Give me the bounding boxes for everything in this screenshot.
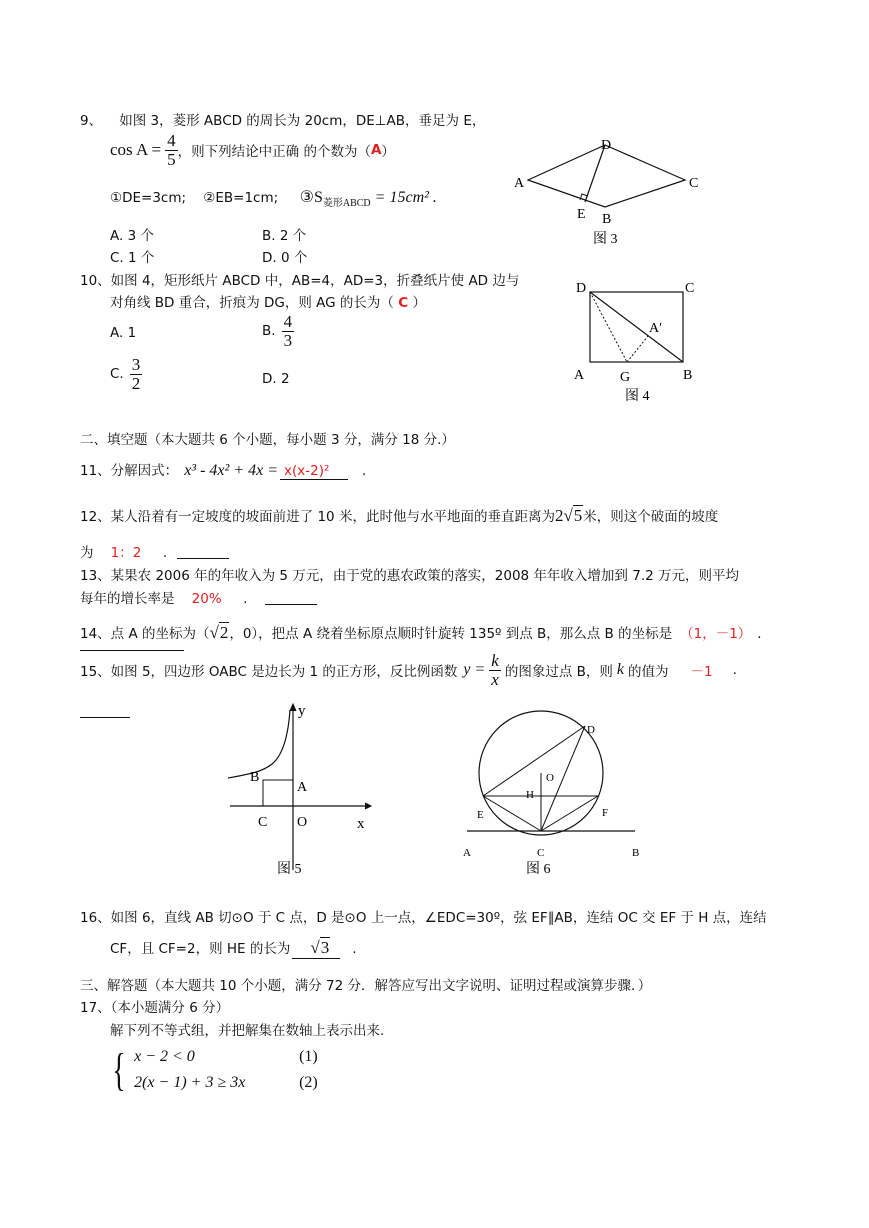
q9-stem: 9、 如图 3，菱形 ABCD 的周长为 20cm，DE⊥AB，垂足为 E， [80,113,486,129]
fig6-label-e: E [477,809,484,821]
q17-inequality-system: { x − 2 < 0 (1) 2(x − 1) + 3 ≥ 3x (2) [112,1044,318,1095]
fig3-label-a: A [514,176,525,191]
section-3-heading: 三、解答题（本大题共 10 个小题，满分 72 分．解答应写出文字说明、证明过程或演算步骤．） [80,978,652,994]
figure-4 [570,278,710,408]
q10-option-a: A. 1 [110,325,137,341]
q15: 15、如图 5，四边形 OABC 是边长为 1 的正方形，反比例函数 y = $\frac{k}{x}$ 的图象过点 B，则 k 的值为 －1 . [80,651,737,689]
fig4-label-a: A [574,368,585,383]
fig3-caption: 图 3 [593,232,618,247]
q10-option-c: C. $\frac{3}{2}$ [110,355,141,393]
figure-5 [220,702,390,882]
q9-stem2: cos A = $\frac{4}{5}$ ，则下列结论中正确 的个数为（ A ） [110,131,395,169]
fig5-label-b: B [250,770,260,785]
fig4-label-g: G [620,370,631,385]
fig3-label-d: D [601,138,612,153]
q12-radical: 2√5 [554,506,583,525]
fig3-label-b: B [602,212,612,227]
q13-answer-underline [265,604,317,605]
q10-option-b: B. $\frac{4}{3}$ [262,312,293,350]
q14-answer: （1，－1） [680,626,752,642]
figure-6 [455,710,655,880]
fig4-label-a-prime: A′ [649,321,663,336]
fig6-label-d: D [587,724,595,736]
q14: 14、点 A 的坐标为（ √2 ，0），把点 A 绕着坐标原点顺时针旋转 135º 到点 B，那么点 B 的坐标是 （1，－1） . [80,623,762,642]
q15-answer: －1 [690,664,713,681]
q13-line2: 每年的增长率是 20% . [80,591,248,607]
q12-line2: 为 1：2 . [80,545,168,561]
q15-answer-underline [80,717,130,718]
fig3-label-c: C [689,176,699,191]
system-brace: { [112,1044,126,1095]
q17-instruction: 解下列不等式组，并把解集在数轴上表示出来. [110,1023,385,1039]
q12-answer-underline [177,558,229,559]
q9-answer: A [370,142,382,159]
inequality-2: 2(x − 1) + 3 ≥ 3x [134,1074,246,1091]
fig4-label-b: B [683,368,693,383]
fig6-label-f: F [602,807,609,819]
q10-answer: C [398,295,409,311]
q10-line1: 10、如图 4，矩形纸片 ABCD 中，AB=4，AD=3，折叠纸片使 AD 边与 [80,273,520,289]
q17-heading: 17、（本小题满分 6 分） [80,1000,230,1016]
q9-option-b: B. 2 个 [262,228,307,244]
q11-expression: x³ - 4x² + 4x = [184,462,279,479]
q14-radical: √2 [209,623,229,642]
q13-answer: 20% [191,591,222,607]
q9-option-c: C. 1 个 [110,250,155,266]
q16-line1: 16、如图 6，直线 AB 切⊙O 于 C 点，D 是⊙O 上一点，∠EDC=30º，弦 EF∥AB，连结 OC 交 EF 于 H 点，连结 [80,910,767,926]
q11: 11、分解因式： x³ - 4x² + 4x = x(x-2)² . [80,462,367,479]
fig5-label-a: A [297,780,308,795]
fig4-caption: 图 4 [625,389,650,404]
q12-line1: 12、某人沿着有一定坡度的坡面前进了 10 米，此时他与水平地面的垂直距离为 2√5 米，则这个破面的坡度 [80,506,719,525]
section-2-heading: 二、填空题（本大题共 6 个小题，每小题 3 分，满分 18 分.） [80,432,455,448]
fig6-label-c: C [537,847,545,859]
fig6-caption: 图 6 [526,862,551,877]
fig5-label-c: C [258,815,268,830]
q16-line2: CF，且 CF=2，则 HE 的长为 √3 . [110,938,357,957]
q9-option-a: A. 3 个 [110,228,154,244]
inequality-1: x − 2 < 0 [134,1048,195,1065]
q9-option-d: D. 0 个 [262,250,308,266]
q16-answer: √3 [292,938,340,959]
fig4-label-d: D [576,281,587,296]
q12-answer: 1：2 [110,545,142,561]
fig6-label-o: O [546,772,554,784]
q10-option-d: D. 2 [262,371,290,387]
fig6-label-b: B [632,847,640,859]
fig5-caption: 图 5 [277,862,302,877]
fig6-label-a: A [463,847,471,859]
q13-line1: 13、某果农 2006 年的年收入为 5 万元，由于党的惠农政策的落实，2008 年年收入增加到 7.2 万元，则平均 [80,568,739,584]
q10-line2: 对角线 BD 重合，折痕为 DG，则 AG 的长为（ C ） [110,295,426,311]
fig5-label-o: O [297,815,308,830]
q9-cos-fraction: $\frac{4}{5}$ [167,131,176,169]
q14-answer-underline [80,650,184,651]
q11-answer: x(x-2)² [280,463,348,480]
figure-3 [500,135,720,250]
fig6-label-h: H [526,789,534,801]
fig5-label-y: y [298,703,306,719]
q9-statements: ①DE=3cm; ②EB=1cm; $③S_{菱形ABCD} = 15cm^2$ . [110,189,437,210]
fig4-label-c: C [685,281,695,296]
fig3-label-e: E [577,207,586,222]
fig5-label-x: x [357,816,365,832]
